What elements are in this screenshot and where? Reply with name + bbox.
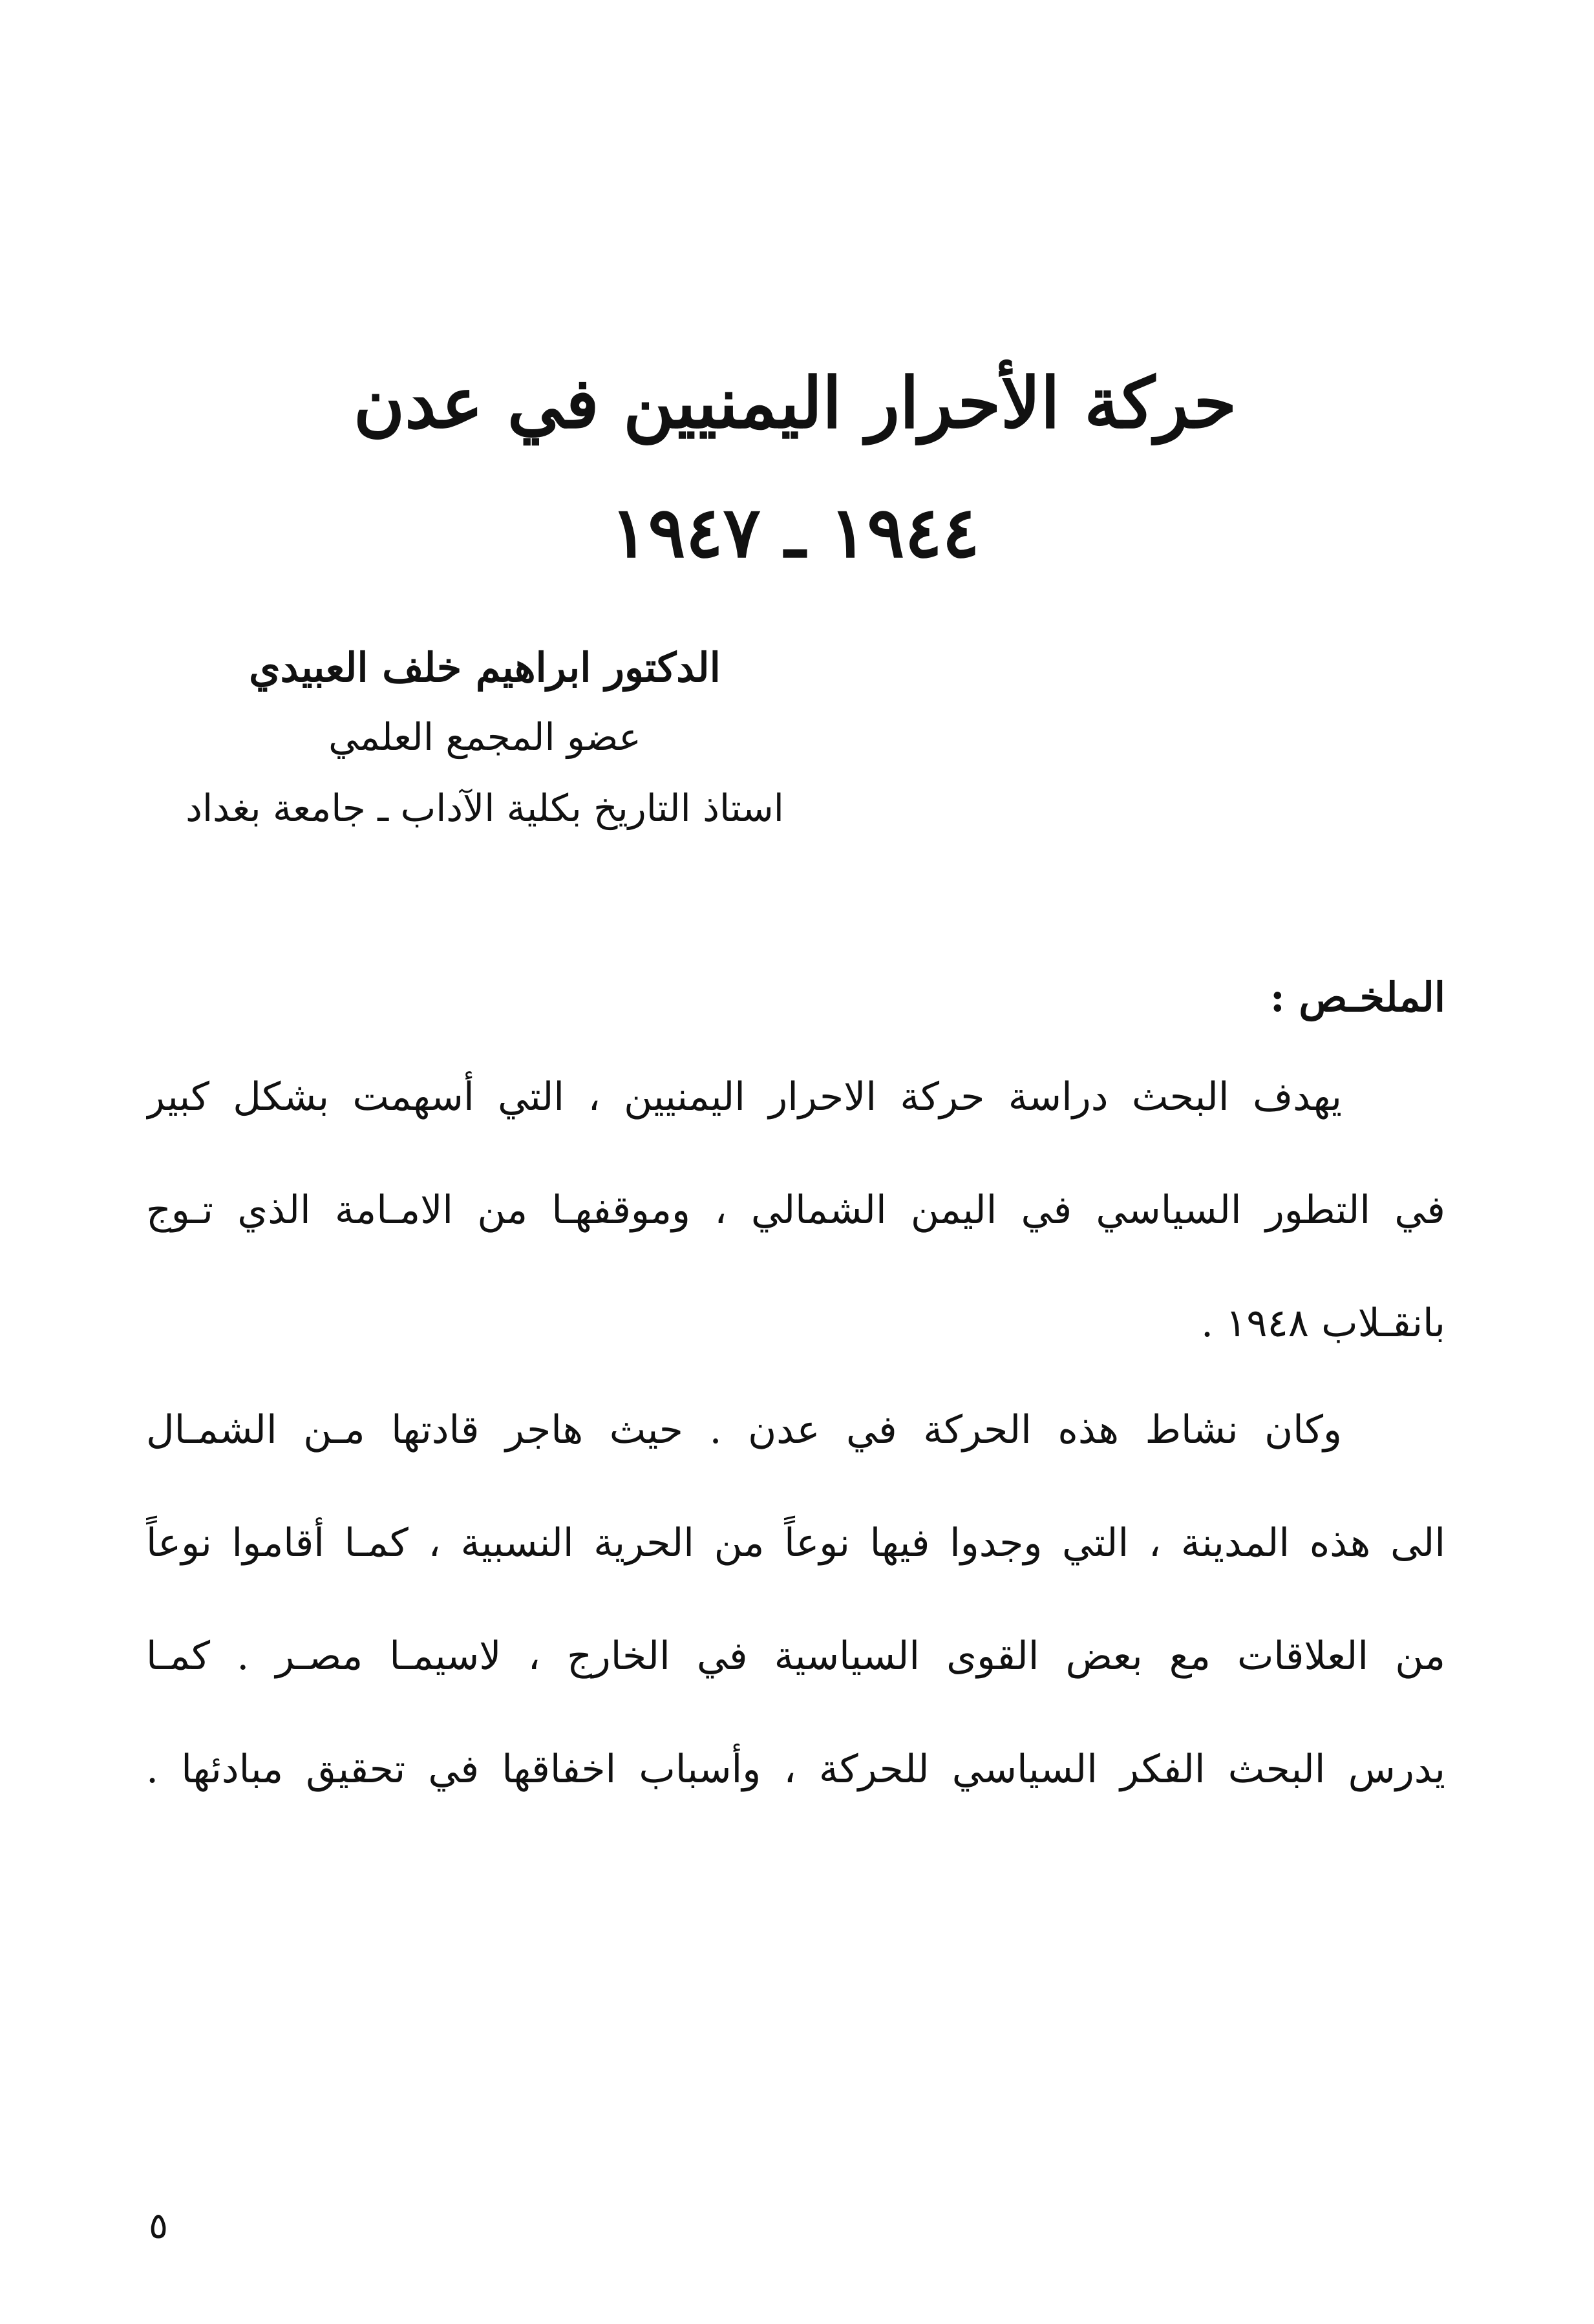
article-title: حركة الأحرار اليمنيين في عدن xyxy=(353,363,1237,444)
abstract-paragraph-2 xyxy=(146,1374,1445,1826)
paragraph-line: بانقـلاب ١٩٤٨ . xyxy=(1200,1301,1445,1346)
page-number: ٥ xyxy=(149,2205,169,2247)
author-block xyxy=(129,640,840,853)
abstract-paragraph-1 xyxy=(146,1041,1445,1380)
paragraph-line: في التطور السياسي في اليمن الشمالي ، وموقفهـا من الامـامة الذي تـوج xyxy=(146,1188,1445,1233)
author-role: عضو المجمع العلمي xyxy=(328,715,641,759)
paragraph-line: وكان نشاط هذه الحركة في عدن . حيث هاجر قادتها مـن الشمـال xyxy=(146,1407,1342,1453)
author-affiliation: استاذ التاريخ بكلية الآداب ـ جامعة بغداد xyxy=(186,786,784,830)
paragraph-line: من العلاقات مع بعض القوى السياسية في الخارج ، لاسيمـا مصـر . كمـا xyxy=(146,1634,1445,1679)
paragraph-line: يدرس البحث الفكر السياسي للحركة ، وأسباب اخفاقها في تحقيق مبادئها . xyxy=(146,1747,1445,1792)
paragraph-line: الى هذه المدينة ، التي وجدوا فيها نوعاً من الحرية النسبية ، كمـا أقاموا نوعاً xyxy=(146,1520,1445,1566)
author-name: الدكتور ابراهيم خلف العبيدي xyxy=(249,644,721,691)
paragraph-line: يهدف البحث دراسة حركة الاحرار اليمنيين ، التي أسهمت بشكل كبير xyxy=(146,1074,1342,1120)
article-years: ١٩٤٤ ـ ١٩٤٧ xyxy=(610,492,980,573)
abstract-heading: الملخـص : xyxy=(1270,974,1445,1021)
